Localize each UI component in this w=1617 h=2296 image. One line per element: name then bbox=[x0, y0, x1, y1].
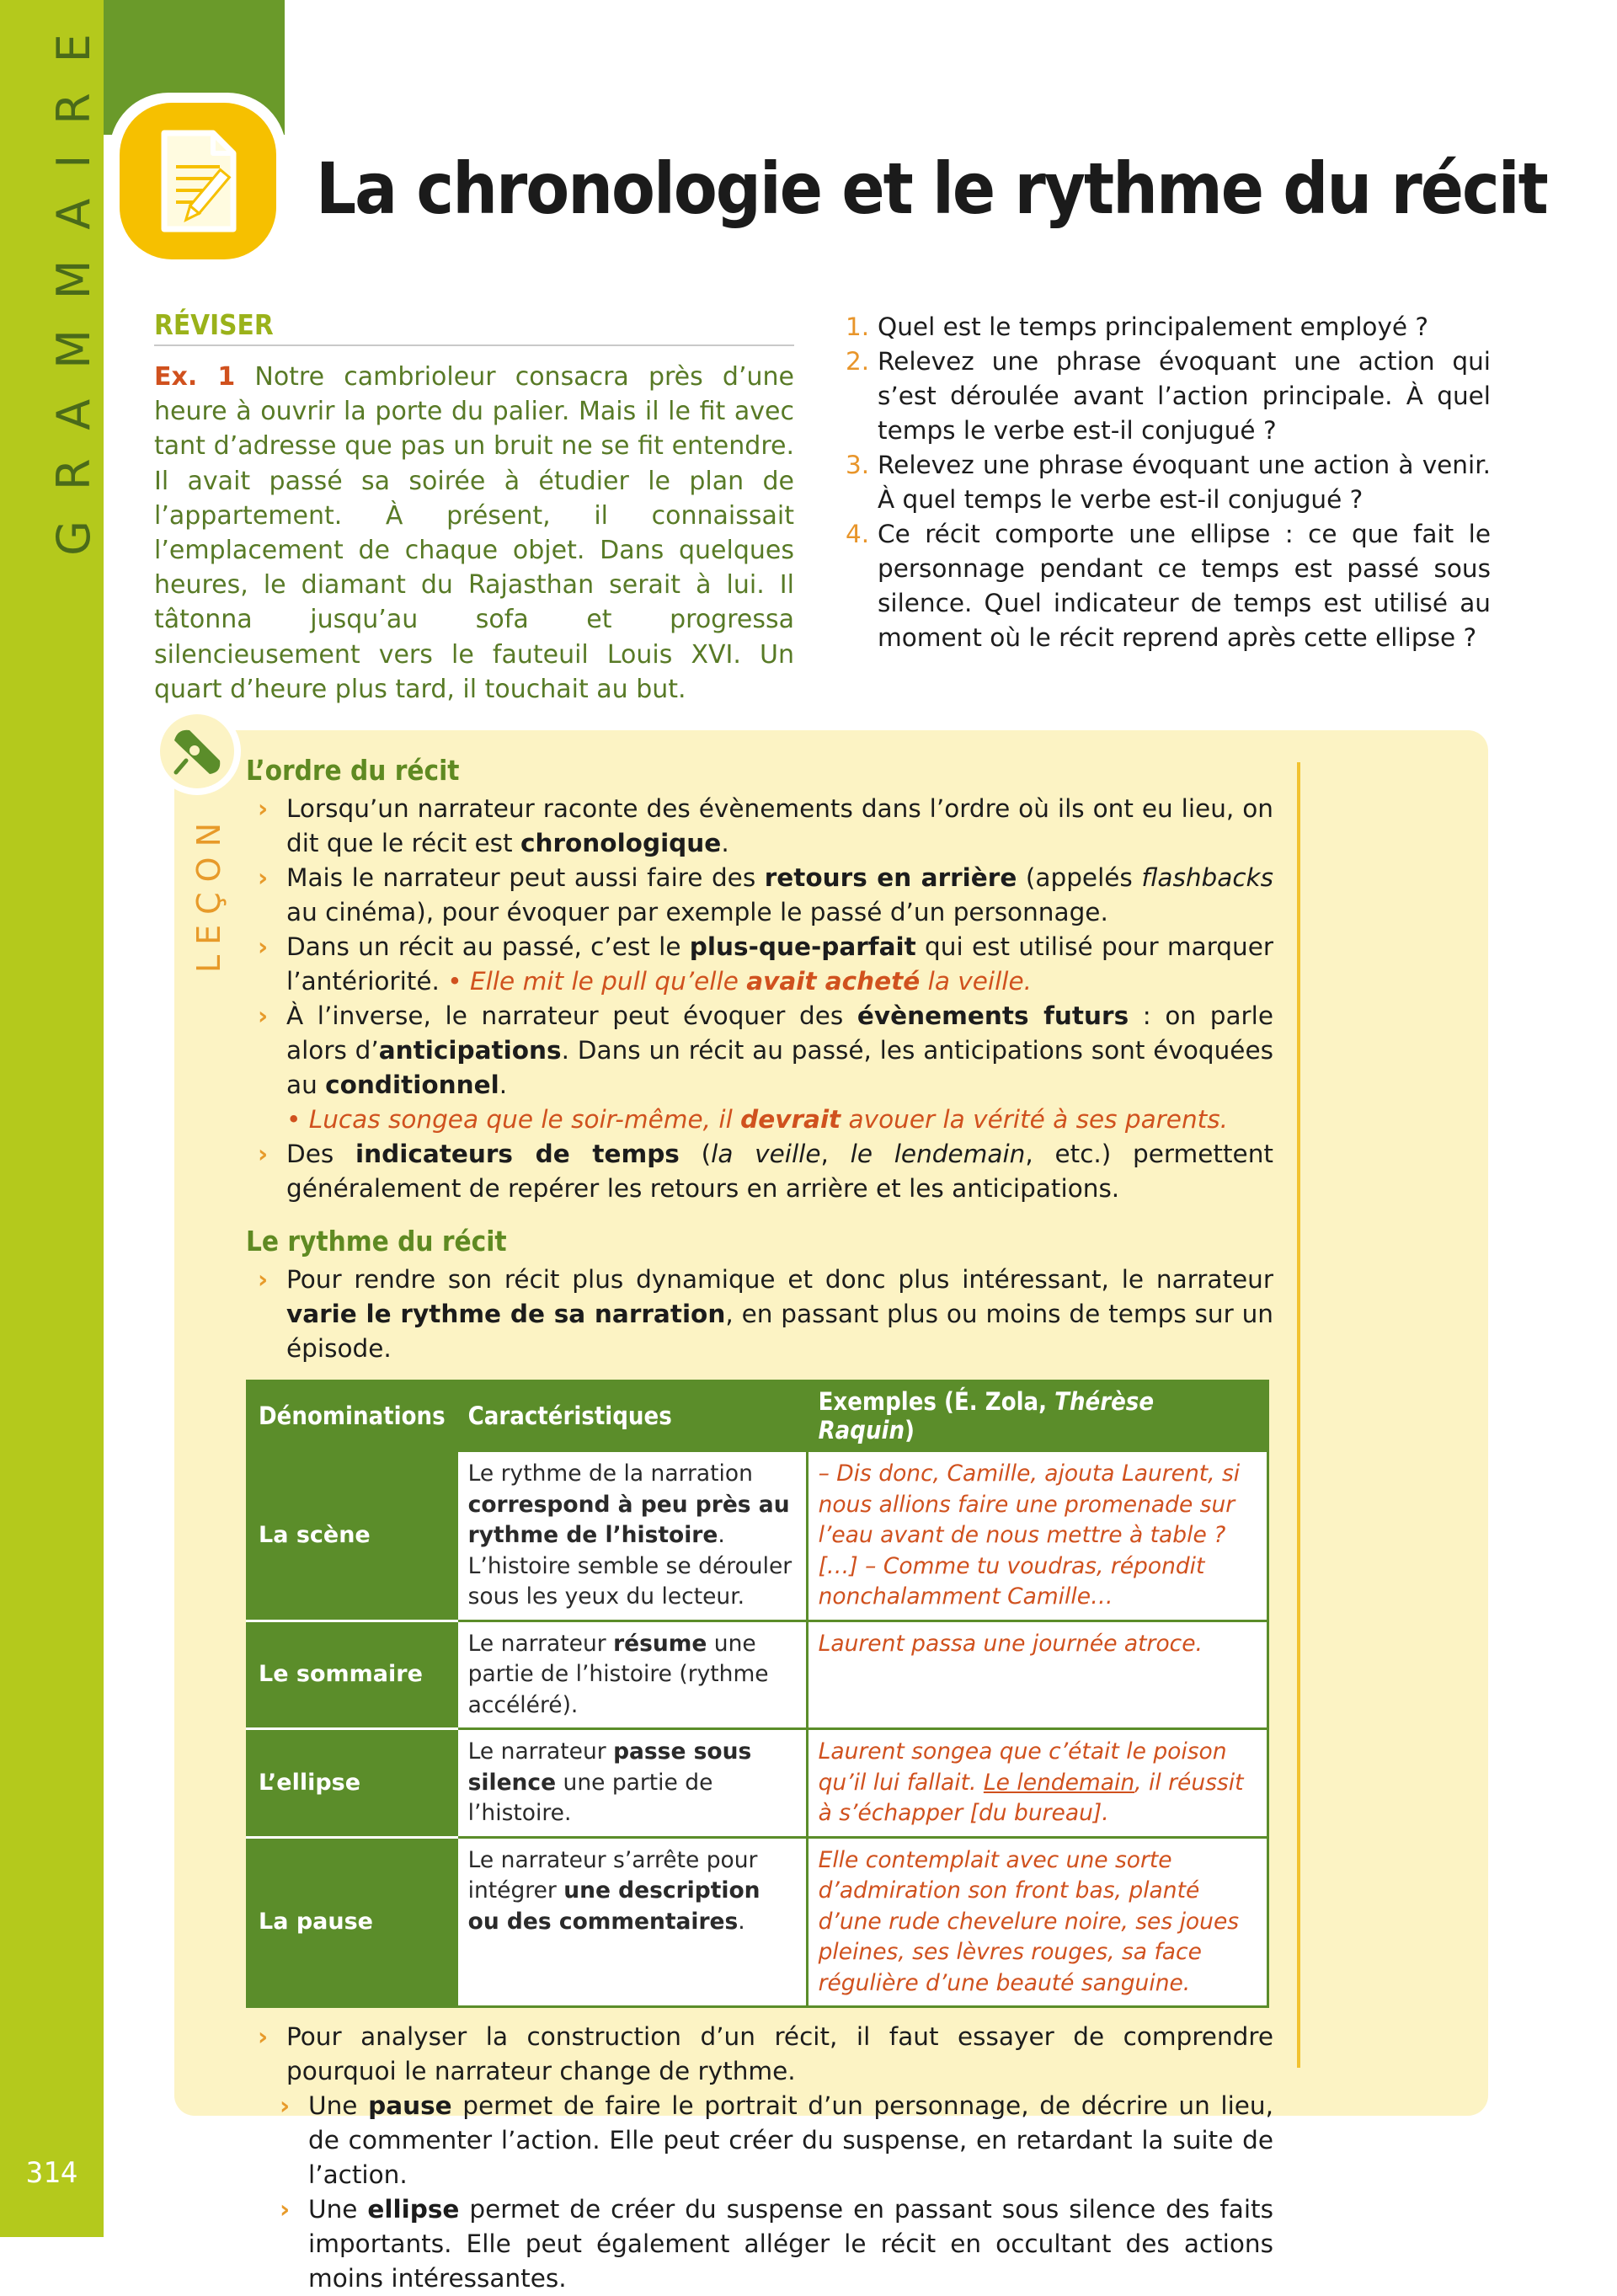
column-header bbox=[807, 1381, 1267, 1451]
example-sentence bbox=[286, 1105, 1228, 1134]
table-row bbox=[248, 1451, 1268, 1621]
lesson-divider bbox=[1297, 762, 1300, 2068]
cell-keyword: correspond à peu près au rythme de l’histoire bbox=[467, 1491, 790, 1548]
question-text: Quel est le temps principalement employé ? bbox=[878, 312, 1429, 341]
header-italic: Thérèse Raquin bbox=[818, 1387, 1155, 1444]
example-keyword: avait acheté bbox=[746, 967, 921, 996]
rhythm-table bbox=[246, 1380, 1269, 2008]
row-name: La pause bbox=[248, 1837, 457, 2007]
lesson-bullet bbox=[246, 1137, 1273, 1206]
question-number: 1. bbox=[846, 312, 870, 341]
exercise-body: Notre cambrioleur consacra près d’une heure à ouvrir la porte du palier. Mais il le fit avec tant d’adresse que pas un bruit ne se fit entendre. Il avait passé sa soirée à étudier le plan de l’appartement. À présent, il connaissait l’emplacement de chaque objet. Dans quelques heures, le diamant du Rajasthan serait à lui. Il tâtonna jusqu’au sofa et progressa silencieusement vers le fauteuil Louis XVI. Un quart d’heure plus tard, il touchait au but. bbox=[154, 362, 794, 704]
lesson-content bbox=[246, 754, 1273, 2296]
chevron-right-icon: › bbox=[258, 794, 269, 823]
bullet-keyword: indicateurs de temps bbox=[355, 1140, 680, 1168]
cell-keyword: passe sous silence bbox=[467, 1738, 752, 1796]
cell-text: Le narrateur bbox=[467, 1630, 614, 1657]
bullet-text: À l’inverse, le narrateur peut évoquer des bbox=[286, 1001, 857, 1030]
lesson-bullet bbox=[246, 861, 1273, 930]
bullet-text: Une bbox=[308, 2195, 368, 2224]
header-text: Exemples (É. Zola, bbox=[818, 1387, 1055, 1416]
column-header: Caractéristiques bbox=[456, 1381, 807, 1451]
bullet-text: : on parle alors d’ bbox=[286, 1001, 1273, 1065]
chevron-right-icon: › bbox=[258, 1140, 269, 1168]
bullet-text: permet de créer du suspense en passant sous silence des faits importants. Elle peut également alléger le récit en occultant des actions moins intéressantes. bbox=[308, 2195, 1273, 2293]
question-text: Relevez une phrase évoquant une action à venir. À quel temps le verbe est-il conjugué ? bbox=[878, 451, 1491, 514]
page-number: 314 bbox=[25, 2156, 78, 2190]
row-name: L’ellipse bbox=[248, 1729, 457, 1838]
bullet-text: , bbox=[820, 1140, 851, 1168]
bullet-text: Mais le narrateur peut aussi faire des bbox=[286, 863, 765, 892]
table-row bbox=[248, 1837, 1268, 2007]
bullet-keyword: chronologique bbox=[520, 829, 722, 857]
question-text: Relevez une phrase évoquant une action qui s’est déroulée avant l’action principale. À quel temps le verbe est-il conjugué ? bbox=[878, 347, 1491, 445]
example-text: • Elle mit le pull qu’elle bbox=[447, 967, 747, 996]
question-item bbox=[842, 310, 1491, 344]
bullet-italic: la veille bbox=[711, 1140, 821, 1168]
bullet-text: au cinéma), pour évoquer par exemple le passé d’un personnage. bbox=[286, 898, 1108, 926]
bullet-text: Lorsqu’un narrateur raconte des évènements dans l’ordre où ils ont eu lieu, on dit que le récit est bbox=[286, 794, 1273, 857]
bullet-text: qui est utilisé pour marquer l’antériorité. bbox=[286, 932, 1274, 996]
bullet-italic: le lendemain bbox=[850, 1140, 1026, 1168]
bullet-italic: flashbacks bbox=[1141, 863, 1274, 892]
lesson-bullet bbox=[246, 2020, 1273, 2089]
cell-text: . bbox=[738, 1908, 745, 1935]
bullet-text: . bbox=[721, 829, 729, 857]
cell-text: une partie de l’histoire. bbox=[467, 1769, 713, 1826]
example-sentence bbox=[447, 967, 1032, 996]
chevron-right-icon: › bbox=[258, 1265, 269, 1294]
example-text: avouer la vérité à ses parents. bbox=[841, 1105, 1228, 1134]
row-name: La scène bbox=[248, 1451, 457, 1621]
bullet-text: Des bbox=[286, 1140, 355, 1168]
example-text: la veille. bbox=[920, 967, 1033, 996]
example-text: • Lucas songea que le soir-même, il bbox=[286, 1105, 741, 1134]
bullet-text: Pour rendre son récit plus dynamique et donc plus intéressant, le narrateur bbox=[286, 1265, 1273, 1294]
question-item bbox=[842, 517, 1491, 655]
exercise-text bbox=[154, 360, 794, 707]
bullet-text: Pour analyser la construction d’un récit, il faut essayer de comprendre pourquoi le narrateur change de rythme. bbox=[286, 2022, 1273, 2085]
bullet-text: ( bbox=[679, 1140, 712, 1168]
chevron-right-icon: › bbox=[280, 2091, 291, 2120]
bullet-keyword: anticipations bbox=[378, 1036, 562, 1065]
bullet-text: (appelés bbox=[1017, 863, 1142, 892]
lesson-bullet bbox=[246, 999, 1273, 1137]
chevron-right-icon: › bbox=[280, 2195, 291, 2224]
bullet-keyword: pause bbox=[368, 2091, 452, 2120]
bullet-text: . bbox=[499, 1071, 508, 1099]
example-cell: – Dis donc, Camille, ajouta Laurent, si nous allions faire une promenade sur l’eau avant de nous mettre à table ? […] – Comme tu voudras, répondit nonchalamment Camille… bbox=[807, 1451, 1267, 1621]
question-number: 4. bbox=[846, 520, 870, 548]
cell-text: Le narrateur bbox=[467, 1738, 614, 1765]
bullet-keyword: retours en arrière bbox=[764, 863, 1017, 892]
section-title-order: L’ordre du récit bbox=[246, 754, 460, 787]
table-row bbox=[248, 1729, 1268, 1838]
chevron-right-icon: › bbox=[258, 932, 269, 961]
example-text: Laurent songea que c’était le poison qu’il lui fallait. bbox=[818, 1738, 1227, 1796]
bullet-text: permet de faire le portrait d’un personnage, de décrire un lieu, de commenter l’action. Elle peut créer du suspense, en retardant la suite de l’action. bbox=[308, 2091, 1273, 2189]
example-keyword: devrait bbox=[740, 1105, 841, 1134]
characteristic-cell bbox=[456, 1451, 807, 1621]
section-label: GRAMMAIRE bbox=[46, 3, 100, 556]
bullet-keyword: varie le rythme de sa narration bbox=[286, 1300, 726, 1328]
cell-text: Le narrateur s’arrête pour intégrer bbox=[467, 1846, 758, 1904]
example-cell: Laurent passa une journée atroce. bbox=[807, 1621, 1267, 1729]
lesson-bullet bbox=[246, 1263, 1273, 1366]
cell-text: Le rythme de la narration bbox=[467, 1460, 753, 1487]
cell-text: . L’histoire semble se dérouler sous les yeux du lecteur. bbox=[467, 1522, 792, 1610]
header-text: ) bbox=[905, 1416, 915, 1444]
question-item bbox=[842, 448, 1491, 517]
bullet-keyword: évènements futurs bbox=[857, 1001, 1129, 1030]
lesson-badge bbox=[153, 707, 241, 795]
question-item bbox=[842, 344, 1491, 448]
bullet-text: , en passant plus ou moins de temps sur un épisode. bbox=[286, 1300, 1273, 1363]
reviser-heading: RÉVISER bbox=[154, 308, 794, 346]
chevron-right-icon: › bbox=[258, 1001, 269, 1030]
bullet-keyword: plus-que-parfait bbox=[689, 932, 916, 961]
bullet-text: Dans un récit au passé, c’est le bbox=[286, 932, 690, 961]
chevron-right-icon: › bbox=[258, 2022, 269, 2051]
lesson-sub-bullet bbox=[246, 2089, 1273, 2192]
column-header: Dénominations bbox=[248, 1381, 457, 1451]
bullet-text: Une bbox=[308, 2091, 369, 2120]
characteristic-cell bbox=[456, 1729, 807, 1838]
lesson-label-container bbox=[184, 809, 234, 977]
question-list bbox=[842, 310, 1491, 655]
fountain-pen-nib-icon bbox=[160, 714, 234, 788]
example-text: , il réussit à s’échapper [du bureau]. bbox=[818, 1769, 1244, 1826]
chevron-right-icon: › bbox=[258, 863, 269, 892]
cell-keyword: une description ou des commentaires bbox=[467, 1877, 760, 1935]
cell-keyword: résume bbox=[613, 1630, 707, 1657]
bullet-keyword: ellipse bbox=[367, 2195, 460, 2224]
characteristic-cell bbox=[456, 1837, 807, 2007]
table-header-row bbox=[248, 1381, 1268, 1451]
cell-text: une partie de l’histoire (rythme accéléré). bbox=[467, 1630, 769, 1718]
document-pencil-icon bbox=[120, 103, 276, 259]
chapter-icon-badge bbox=[109, 93, 286, 270]
question-text: Ce récit comporte une ellipse : ce que fait le personnage pendant ce temps est passé sous silence. Quel indicateur de temps est utilisé au moment où le récit reprend après cette ellipse ? bbox=[878, 520, 1491, 652]
table-row bbox=[248, 1621, 1268, 1729]
question-number: 3. bbox=[846, 451, 870, 479]
lesson-label: LEÇON bbox=[190, 812, 227, 974]
bullet-keyword: conditionnel bbox=[325, 1071, 499, 1099]
question-number: 2. bbox=[846, 347, 870, 376]
bullet-text: , etc.) permettent généralement de repérer les retours en arrière et les anticipations. bbox=[286, 1140, 1273, 1203]
lesson-bullet bbox=[246, 930, 1273, 999]
page-title: La chronologie et le rythme du récit bbox=[316, 147, 1547, 230]
sidebar bbox=[0, 0, 104, 2237]
example-cell bbox=[807, 1729, 1267, 1838]
lesson-bullet bbox=[246, 792, 1273, 861]
section-label-container bbox=[2, 3, 104, 556]
section-title-rhythm: Le rythme du récit bbox=[246, 1225, 507, 1257]
reviser-section bbox=[154, 308, 794, 707]
example-underlined: Le lendemain bbox=[983, 1769, 1135, 1796]
characteristic-cell bbox=[456, 1621, 807, 1729]
bullet-text: . Dans un récit au passé, les anticipations sont évoquées au bbox=[286, 1036, 1273, 1099]
exercise-label: Ex. 1 bbox=[154, 362, 236, 392]
row-name: Le sommaire bbox=[248, 1621, 457, 1729]
lesson-sub-bullet bbox=[246, 2192, 1273, 2296]
example-cell: Elle contemplait avec une sorte d’admiration son front bas, planté d’une rude chevelure noire, ses joues pleines, ses lèvres rouges, sa face régulière d’une beauté sanguine. bbox=[807, 1837, 1267, 2007]
